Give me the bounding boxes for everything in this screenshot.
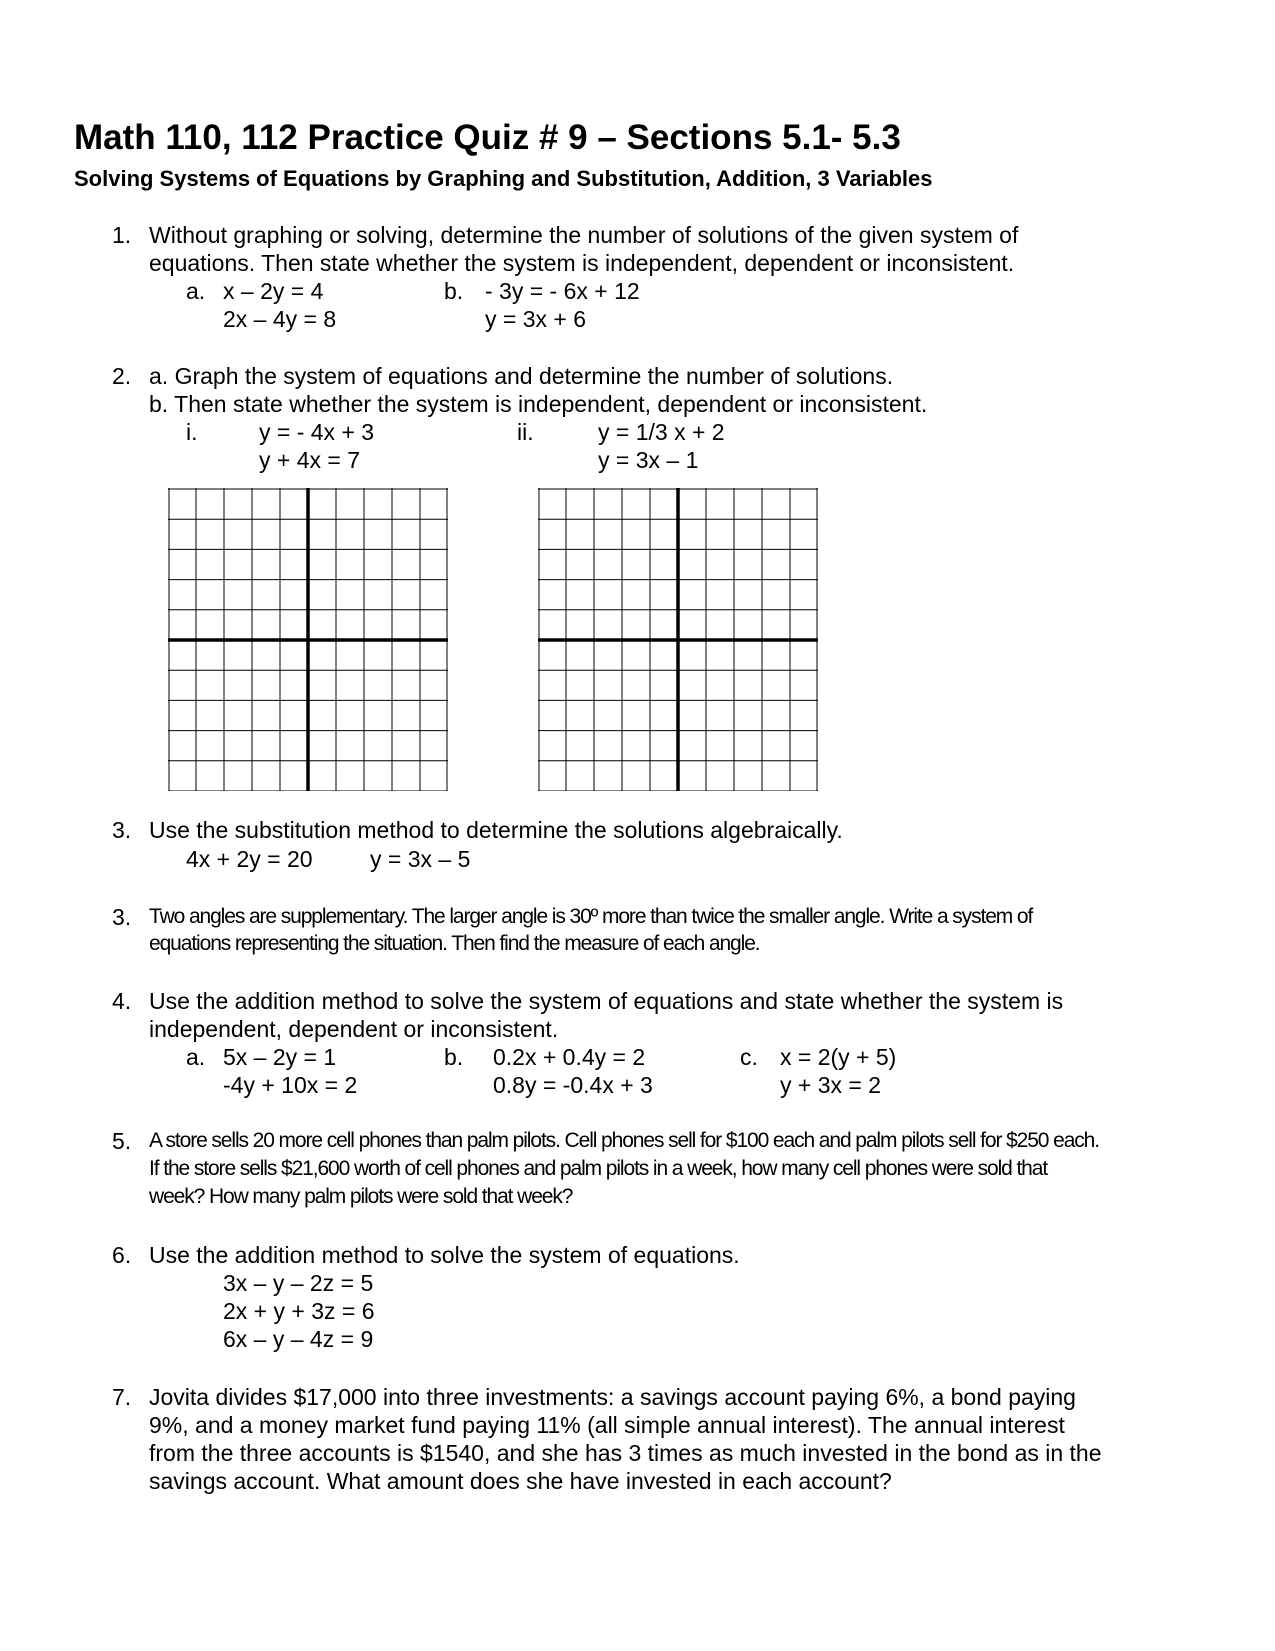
q2-text-line2: b. Then state whether the system is independent, dependent or inconsistent.: [149, 391, 928, 417]
q3-number: 3.: [112, 817, 132, 843]
q7-text-line4: savings account. What amount does she have invested in each account?: [149, 1468, 892, 1494]
q2-ii-eq2: y = 3x – 1: [598, 447, 699, 473]
q6-eq2: 2x + y + 3z = 6: [223, 1298, 375, 1324]
q1-b-eq2: y = 3x + 6: [485, 306, 587, 332]
q5-text-line3: week? How many palm pilots were sold that week?: [149, 1185, 573, 1208]
q4-text-line1: Use the addition method to solve the system of equations and state whether the system is: [149, 988, 1064, 1014]
q2-i-eq1: y = - 4x + 3: [259, 419, 375, 445]
q6-eq1: 3x – y – 2z = 5: [223, 1270, 374, 1296]
q7-text-line2: 9%, and a money market fund paying 11% (all simple annual interest). The annual interest: [149, 1412, 1065, 1438]
coordinate-grid-ii[interactable]: [538, 488, 818, 791]
q1-b-label: b.: [444, 278, 464, 304]
q3b-text-line1: Two angles are supplementary. The larger angle is 30º more than twice the smaller angle. Write a system of: [149, 905, 1033, 928]
q4-b-eq2: 0.8y = -0.4x + 3: [493, 1072, 653, 1098]
q3-eq2: y = 3x – 5: [370, 846, 471, 872]
q4-b-label: b.: [444, 1044, 464, 1070]
q5-text-line2: If the store sells $21,600 worth of cell phones and palm pilots in a week, how many cell phones were sold that: [149, 1157, 1048, 1180]
q1-number: 1.: [112, 222, 132, 248]
q7-text-line3: from the three accounts is $1540, and she has 3 times as much invested in the bond as in the: [149, 1440, 1102, 1466]
q2-text-line1: a. Graph the system of equations and determine the number of solutions.: [149, 363, 894, 389]
q1-a-eq1: x – 2y = 4: [223, 278, 324, 304]
q4-a-label: a.: [186, 1044, 206, 1070]
q5-text-line1: A store sells 20 more cell phones than palm pilots. Cell phones sell for $100 each and palm pilots sell for $250 each.: [149, 1129, 1099, 1152]
q6-text-line1: Use the addition method to solve the system of equations.: [149, 1242, 740, 1268]
q4-c-label: c.: [740, 1044, 758, 1070]
q2-ii-eq1: y = 1/3 x + 2: [598, 419, 725, 445]
q1-text-line2: equations. Then state whether the system is independent, dependent or inconsistent.: [149, 250, 1015, 276]
q4-number: 4.: [112, 988, 132, 1014]
q2-i-eq2: y + 4x = 7: [259, 447, 361, 473]
q4-a-eq1: 5x – 2y = 1: [223, 1044, 337, 1070]
page-title: Math 110, 112 Practice Quiz # 9 – Sections 5.1- 5.3: [74, 118, 901, 157]
q1-a-label: a.: [186, 278, 206, 304]
q1-text-line1: Without graphing or solving, determine the number of solutions of the given system of: [149, 222, 1019, 248]
q3b-number: 3.: [112, 904, 132, 930]
q6-eq3: 6x – y – 4z = 9: [223, 1326, 374, 1352]
q4-a-eq2: -4y + 10x = 2: [223, 1072, 358, 1098]
page-subtitle: Solving Systems of Equations by Graphing and Substitution, Addition, 3 Variables: [74, 166, 933, 191]
q7-text-line1: Jovita divides $17,000 into three investments: a savings account paying 6%, a bond paying: [149, 1384, 1076, 1410]
q1-b-eq1: - 3y = - 6x + 12: [485, 278, 640, 304]
q4-c-eq2: y + 3x = 2: [780, 1072, 882, 1098]
q1-a-eq2: 2x – 4y = 8: [223, 306, 337, 332]
q3-text-line1: Use the substitution method to determine the solutions algebraically.: [149, 817, 843, 843]
q7-number: 7.: [112, 1384, 132, 1410]
q5-number: 5.: [112, 1128, 132, 1154]
coordinate-grid-i[interactable]: [168, 488, 448, 791]
q4-c-eq1: x = 2(y + 5): [780, 1044, 897, 1070]
q2-ii-label: ii.: [517, 419, 534, 445]
q2-i-label: i.: [186, 419, 198, 445]
q4-text-line2: independent, dependent or inconsistent.: [149, 1016, 559, 1042]
q4-b-eq1: 0.2x + 0.4y = 2: [493, 1044, 646, 1070]
q6-number: 6.: [112, 1242, 132, 1268]
q3-eq1: 4x + 2y = 20: [186, 846, 313, 872]
q2-number: 2.: [112, 363, 132, 389]
q3b-text-line2: equations representing the situation. Then find the measure of each angle.: [149, 932, 760, 955]
